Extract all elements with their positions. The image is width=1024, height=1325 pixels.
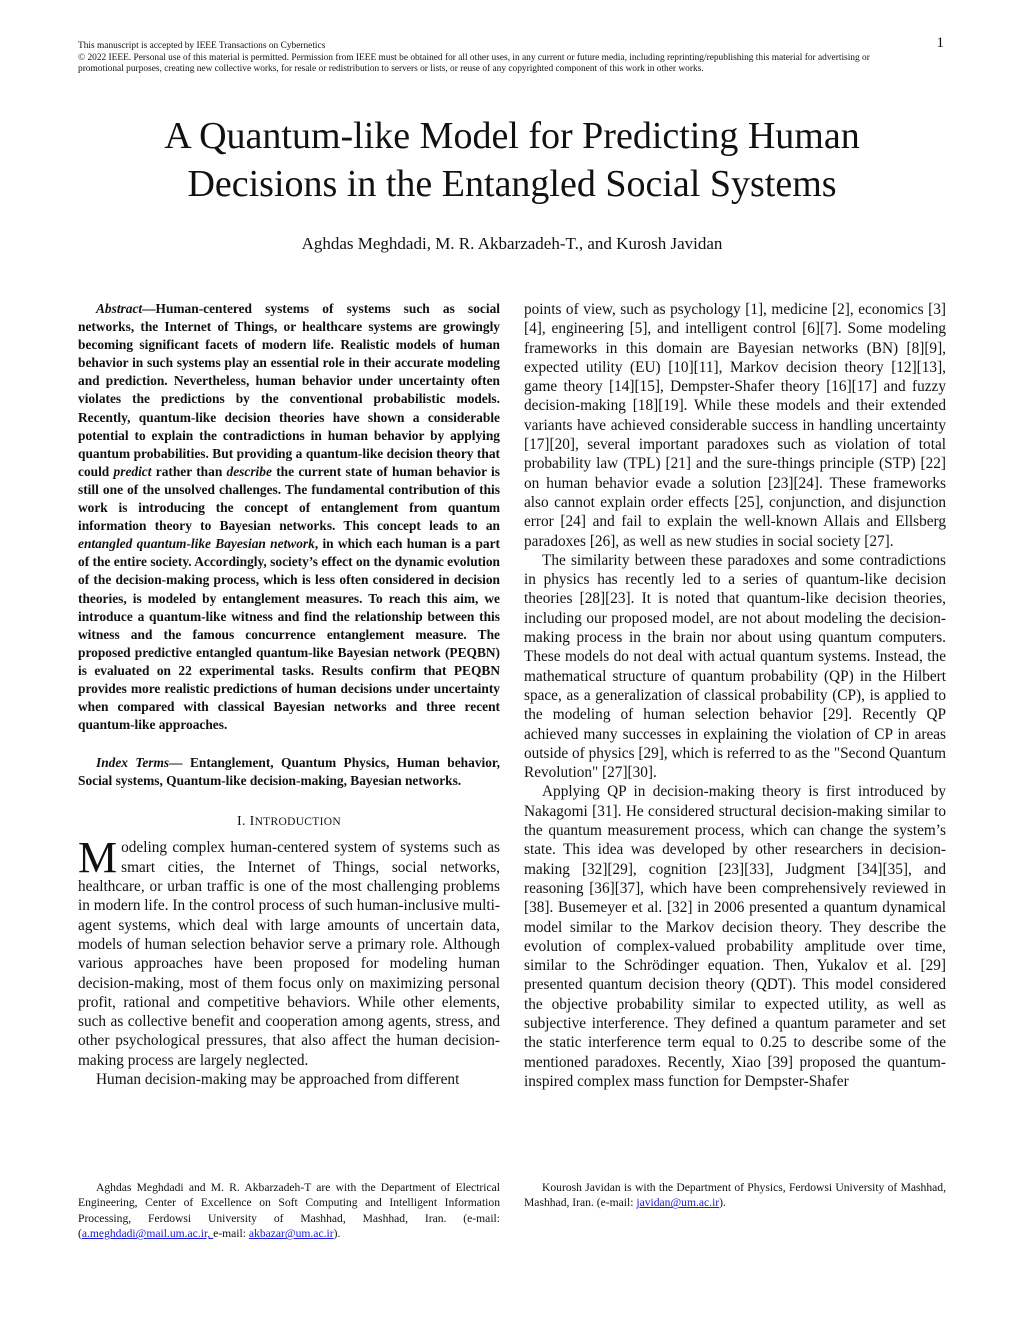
footnote-right-text: Kourosh Javidan is with the Department of Physics, Ferdowsi University of Mashhad, Mashhad, Iran. (e-mail:: [524, 1181, 946, 1210]
javidan-affiliation-footnote: [524, 1180, 946, 1211]
right-column: [524, 300, 946, 1091]
copyright-line-2: promotional purposes, creating new collective works, for resale or redistribution to servers or lists, or reuse of any copyrighted component of this work in other works.: [78, 64, 704, 75]
journal-note: This manuscript is accepted by IEEE Transactions on Cybernetics: [78, 41, 326, 51]
footnote-left-end: ).: [333, 1227, 341, 1241]
abstract-emphasis-network: entangled quantum-like Bayesian network: [78, 536, 315, 552]
abstract-text-3: the current state of human behavior is still one of the unsolved challenges. The fundamental contribution of this work is introducing the concept of entanglement from quantum information theory to Bayesian networks. This concept leads to an: [78, 463, 500, 534]
email-link-javidan[interactable]: javidan@um.ac.ir: [636, 1196, 720, 1210]
abstract-text-2: rather than: [151, 463, 227, 479]
abstract-emphasis-predict: predict: [113, 463, 152, 479]
drop-cap: M: [78, 833, 118, 883]
page-number: 1: [936, 35, 944, 51]
author-list: Aghdas Meghdadi, M. R. Akbarzadeh-T., and Kurosh Javidan: [301, 234, 723, 253]
intro-paragraph-1-text: odeling complex human-centered system of systems such as smart cities, the Internet of Things, social networks, healthcare, or urban traffic is one of the most challenging problems in modern life. In the control process of such human-inclusive multi-agent systems, which deal with large amounts of uncertain data, models of human selection behavior serve a primary role. Although various approaches have been proposed for modeling human decision-making, most of them focus only on maximizing personal profit, rational and competitive behaviors. While other elements, such as collective benefit and cooperation among agents, stress, and other psychological pressures, that also affect the human decision-making process are largely neglected.: [78, 839, 500, 1069]
heading-rest: NTRODUCTION: [254, 816, 341, 829]
right-paragraph-3: Applying QP in decision-making theory is first introduced by Nakagomi [31]. He considered structural decision-making similar to the quantum measurement process, which can change the system’s state. This idea was developed by other researchers in decision-making [32][29], cognition [23][33], Judgment [34][35], and reasoning [36][37], which have been comprehensively reviewed in [38]. Busemeyer et al. [32] in 2006 presented a quantum dynamical model similar to the Markov decision theory. They describe the evolution of complex-valued probability amplitude over time, similar to the Schrödinger equation. Then, Yukalov et al. [29] presented quantum decision theory (QDT). This model considered the objective probability similar to expected utility, as well as subjective interference. They defined a quantum parameter and set the static interference term equal to 0.25 to describe some of the mentioned paradoxes. Recently, Xiao [39] proposed the quantum-inspired complex mass function for Dempster-Shafer: [524, 783, 946, 1090]
abstract-text-4: , in which each human is a part of the entire society. Accordingly, society’s effect on the dynamic evolution of the decision-making process, which is less often considered in decision theories, is modeled by entanglement measures. To reach this aim, we introduce a quantum-like witness and find the relationship between this witness and the famous concurrence entanglement measure. The proposed predictive entangled quantum-like Bayesian network (PEQBN) is evaluated on 22 experimental tasks. Results confirm that PEQBN provides more realistic predictions of human decisions under uncertainty when compared with classical Bayesian networks and three recent quantum-like approaches.: [78, 536, 500, 733]
email-link-akbarzadeh[interactable]: akbazar@um.ac.ir: [248, 1227, 334, 1241]
index-terms: [78, 754, 500, 790]
abstract-text-1: —Human-centered systems of systems such as social networks, the Internet of Things, or healthcare systems are growingly becoming significant facets of modern life. Realistic models of human behavior in such systems play an essential role in their accurate modeling and prediction. Nevertheless, human behavior under uncertainty often violates the predictions by the conventional probabilistic models. Recently, quantum-like decision theories have shown a considerable potential to explain the contradictions in human behavior by applying quantum probabilities. But providing a quantum-like decision theory that could: [78, 301, 500, 479]
footnote-left-mid: e-mail:: [213, 1227, 249, 1241]
author-affiliation-footnote: [78, 1180, 500, 1242]
index-terms-label: Index Terms: [96, 755, 170, 771]
copyright-line-1: © 2022 IEEE. Personal use of this material is permitted. Permission from IEEE must be obtained for all other uses, in any current or future media, including reprinting/republishing this material for advertising or: [78, 52, 870, 63]
right-paragraph-2: The similarity between these paradoxes and some contradictions in physics has recently led to a series of quantum-like decision theories [28][23]. It is noted that quantum-like decision theories, including our proposed model, are not about modeling the decision-making process in the brain nor about using quantum computers. These models do not deal with actual quantum systems. Instead, the mathematical structure of quantum probability (QP) in the Hilbert space, as a generalization of classical probability (CP), is applied to the modeling of human selection behavior [29]. Recently QP achieved many successes in explaining the violation of CP in areas outside of physics [29], which is referred to as the "Second Quantum Revolution" [27][30].: [524, 551, 946, 782]
abstract-emphasis-describe: describe: [226, 463, 272, 479]
footnote-left-text: Aghdas Meghdadi and M. R. Akbarzadeh-T are with the Department of Electrical Engineering, Center of Excellence on Soft Computing and Intelligent Information Processing, Ferdowsi University of Mashhad, Mashhad, Iran. (e-mail: (: [78, 1181, 500, 1241]
intro-paragraph-2: Human decision-making may be approached from different: [96, 1071, 460, 1088]
right-paragraph-1: points of view, such as psychology [1], medicine [2], economics [3][4], engineering [5], and intelligent control [6][7]. Some modeling frameworks in this domain are Bayesian networks (BN) [8][9], expected utility (EU) [10][11], Markov decision theory [12][13], game theory [14][15], Dempster-Shafer theory [16][17] and fuzzy decision-making [18][19]. While these models and their extended variants have achieved considerable success in handling uncertainty [17][20], several important paradoxes such as violation of total probability law (TPL) [21] and the sure-things principle (STP) [22] on human behavior evade a solution [23][24]. These frameworks also cannot explain order effects [25], conjunction, and disjunction error [24] and fail to explain the well-known Allais and Ellsberg paradoxes [26], as well as new studies in social society [27].: [524, 301, 946, 550]
intro-paragraph-1: [78, 833, 500, 1070]
title-line-2: Decisions in the Entangled Social Systems: [187, 163, 837, 205]
section-numeral: I.: [237, 814, 250, 830]
email-link-meghdadi[interactable]: a.meghdadi@mail.um.ac.ir,: [81, 1227, 214, 1241]
left-column: [78, 300, 500, 1089]
abstract: [78, 300, 500, 734]
footnote-right-end: ).: [719, 1196, 726, 1210]
title-line-1: A Quantum-like Model for Predicting Human: [164, 115, 860, 157]
copyright-header: [78, 41, 946, 76]
heading-first-letter: I: [249, 814, 255, 830]
abstract-label: Abstract: [96, 301, 143, 316]
paper-title: [60, 112, 964, 208]
index-terms-text: — Entanglement, Quantum Physics, Human behavior, Social systems, Quantum-like decision-making, Bayesian networks.: [78, 755, 500, 789]
introduction-heading: [78, 814, 500, 830]
